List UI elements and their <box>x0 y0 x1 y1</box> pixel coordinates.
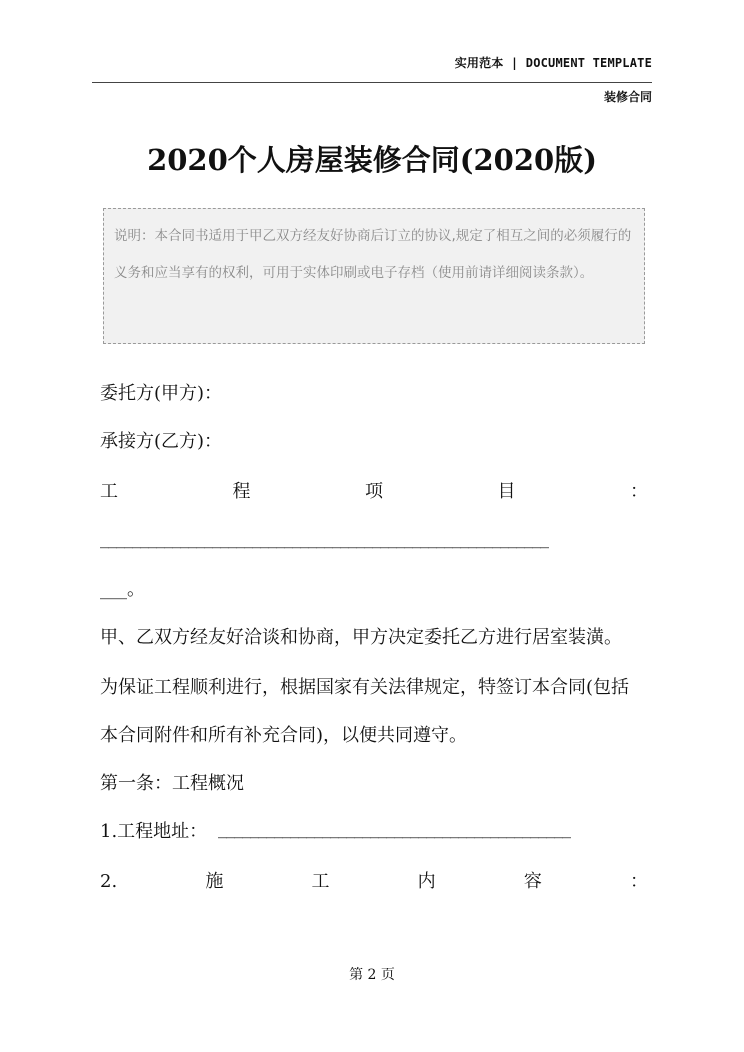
project-blank-line: ________________________________________________________ <box>100 528 548 549</box>
document-title: 2020个人房屋装修合同(2020版) <box>147 143 597 177</box>
page-number: 第 2 页 <box>349 967 395 983</box>
project-char: ： <box>630 481 648 502</box>
construction-char: 施 <box>205 871 224 892</box>
project-char: 程 <box>232 481 251 502</box>
project-char: 项 <box>365 481 383 502</box>
paragraph-line: 为保证工程顺利进行，根据国家有关法律规定，特签订本合同(包括 <box>100 677 630 698</box>
construction-char: 2. <box>100 871 118 892</box>
project-char: 目 <box>497 481 516 502</box>
construction-char: 内 <box>417 871 436 892</box>
header-divider <box>92 82 652 83</box>
construction-char: 工 <box>311 871 330 892</box>
address-label: 1.工程地址： <box>100 821 208 842</box>
note-box: 说明：本合同书适用于甲乙双方经友好协商后订立的协议,规定了相互之间的必须履行的义务和应当享有的权利，可用于实体印刷或电子存档（使用前请详细阅读条款）。 <box>103 208 645 344</box>
project-char: 工 <box>100 481 118 502</box>
construction-char: 容 <box>523 871 542 892</box>
construction-content-row <box>100 868 648 896</box>
party-b-label: 承接方(乙方)： <box>100 431 223 452</box>
header-category-label: 装修合同 <box>603 90 652 104</box>
article-heading: 第一条：工程概况 <box>100 773 244 794</box>
paragraph-line: 本合同附件和所有补充合同)，以便共同遵守。 <box>100 725 468 746</box>
construction-char: ： <box>629 871 648 892</box>
party-a-label: 委托方(甲方)： <box>100 383 223 404</box>
header-template-label: 实用范本 | DOCUMENT TEMPLATE <box>454 56 652 70</box>
address-blank-line: ____________________________________________ <box>218 818 570 839</box>
project-label-row <box>100 478 648 506</box>
paragraph-line: 甲、乙双方经友好洽谈和协商，甲方决定委托乙方进行居室装潢。 <box>100 627 622 648</box>
project-blank-end: ___。 <box>100 579 145 600</box>
